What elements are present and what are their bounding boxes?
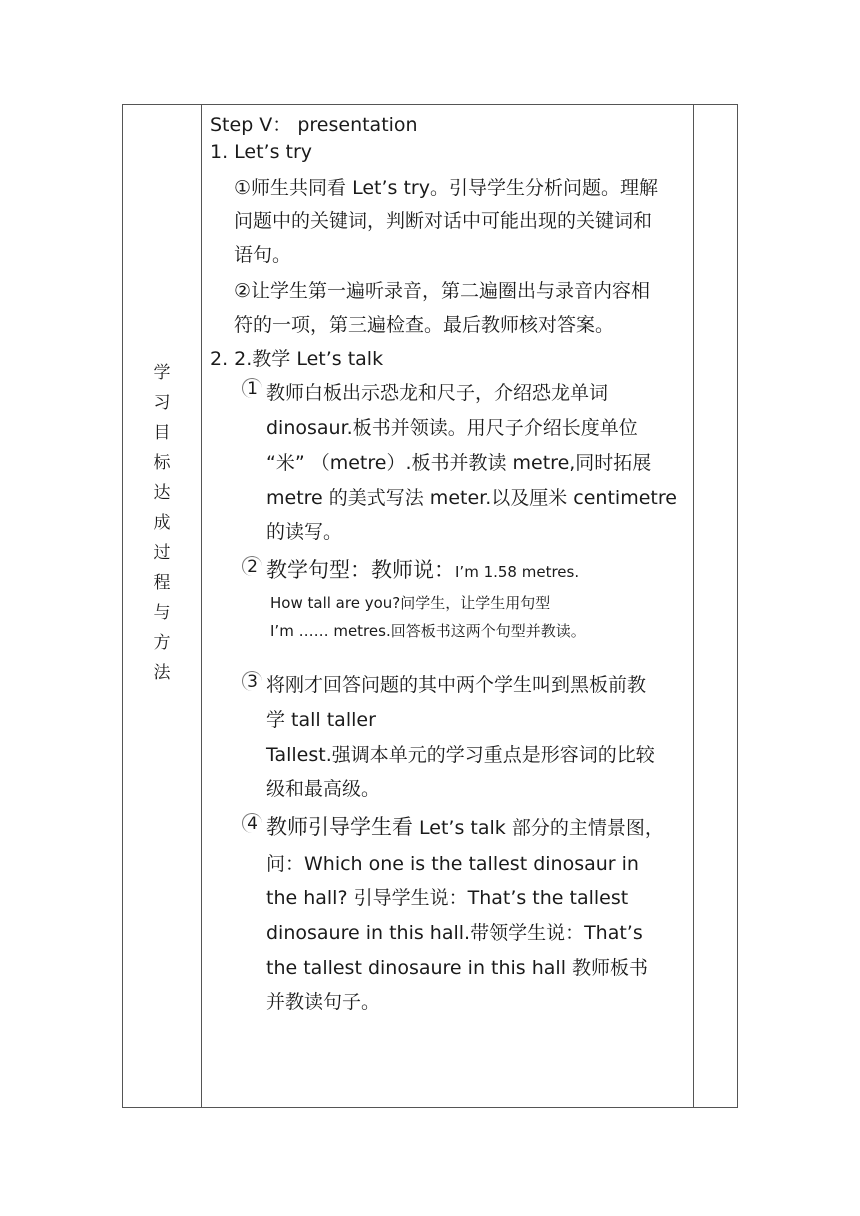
item-line: dinosaure in this hall.带领学生说：That’s	[266, 922, 643, 944]
side-label-char: 习	[153, 393, 171, 413]
side-label-char: 方	[153, 633, 171, 653]
item-line: the hall? 引导学生说：That’s the tallest	[266, 887, 629, 909]
side-label-char: 与	[153, 603, 171, 623]
circled-number-3: 3	[242, 671, 262, 691]
item-lead: 教师引导学生看	[266, 815, 413, 839]
paragraph-line: ②让学生第一遍听录音，第二遍圈出与录音内容相	[234, 280, 651, 302]
column-divider-right	[693, 104, 694, 1108]
item-line: 教师白板出示恐龙和尺子，介绍恐龙单词	[266, 382, 609, 404]
item-line: dinosaur.板书并领读。用尺子介绍长度单位	[266, 417, 638, 439]
paragraph-line: 符的一项，第三遍检查。最后教师核对答案。	[234, 314, 615, 336]
section-title-lets-talk: 2. 2.教学 Let’s talk	[210, 348, 384, 370]
step-title: Step V： presentation	[210, 114, 418, 136]
circled-number-2: 2	[242, 556, 262, 576]
side-label-char: 学	[153, 363, 171, 383]
item-line: I’m …… metres.回答板书这两个句型并教读。	[270, 622, 586, 640]
side-label-char: 成	[153, 513, 171, 533]
side-label-char: 达	[153, 483, 171, 503]
item-line: 问：Which one is the tallest dinosaur in	[266, 853, 639, 875]
item-line: 将刚才回答问题的其中两个学生叫到黑板前教	[266, 674, 647, 696]
side-label-char: 目	[153, 423, 171, 443]
paragraph-line: 问题中的关键词，判断对话中可能出现的关键词和	[234, 210, 653, 232]
item-line: “米” （metre）.板书并教读 metre,同时拓展	[266, 452, 652, 474]
circled-number-4: 4	[242, 813, 262, 833]
circled-number-1: 1	[242, 378, 262, 398]
side-label-char: 过	[153, 543, 171, 563]
side-label-char: 标	[153, 453, 171, 473]
side-label-char: 法	[153, 663, 171, 683]
item-line	[266, 811, 664, 841]
item-line: 学 tall taller	[266, 709, 376, 731]
item-line: metre 的美式写法 meter.以及厘米 centimetre	[266, 487, 677, 509]
item-line	[266, 554, 579, 584]
item-line: 并教读句子。	[266, 991, 381, 1013]
item-lead-rest: I’m 1.58 metres.	[455, 563, 580, 581]
item-line: 的读写。	[266, 521, 343, 543]
item-line: Tallest.强调本单元的学习重点是形容词的比较	[266, 744, 655, 766]
paragraph-line: ①师生共同看 Let’s try。引导学生分析问题。理解	[234, 177, 658, 199]
paragraph-line: 语句。	[234, 244, 292, 266]
side-label-column	[123, 358, 201, 688]
item-line: the tallest dinosaure in this hall 教师板书	[266, 957, 649, 979]
column-divider-left	[201, 104, 202, 1108]
item-line: How tall are you?问学生，让学生用句型	[270, 594, 551, 612]
section-title-lets-try: 1. Let’s try	[210, 141, 313, 163]
item-line: 级和最高级。	[266, 778, 381, 800]
side-label-char: 程	[153, 573, 171, 593]
item-lead: 教学句型：教师说：	[266, 558, 455, 582]
item-lead-rest: Let’s talk 部分的主情景图，	[413, 817, 664, 839]
